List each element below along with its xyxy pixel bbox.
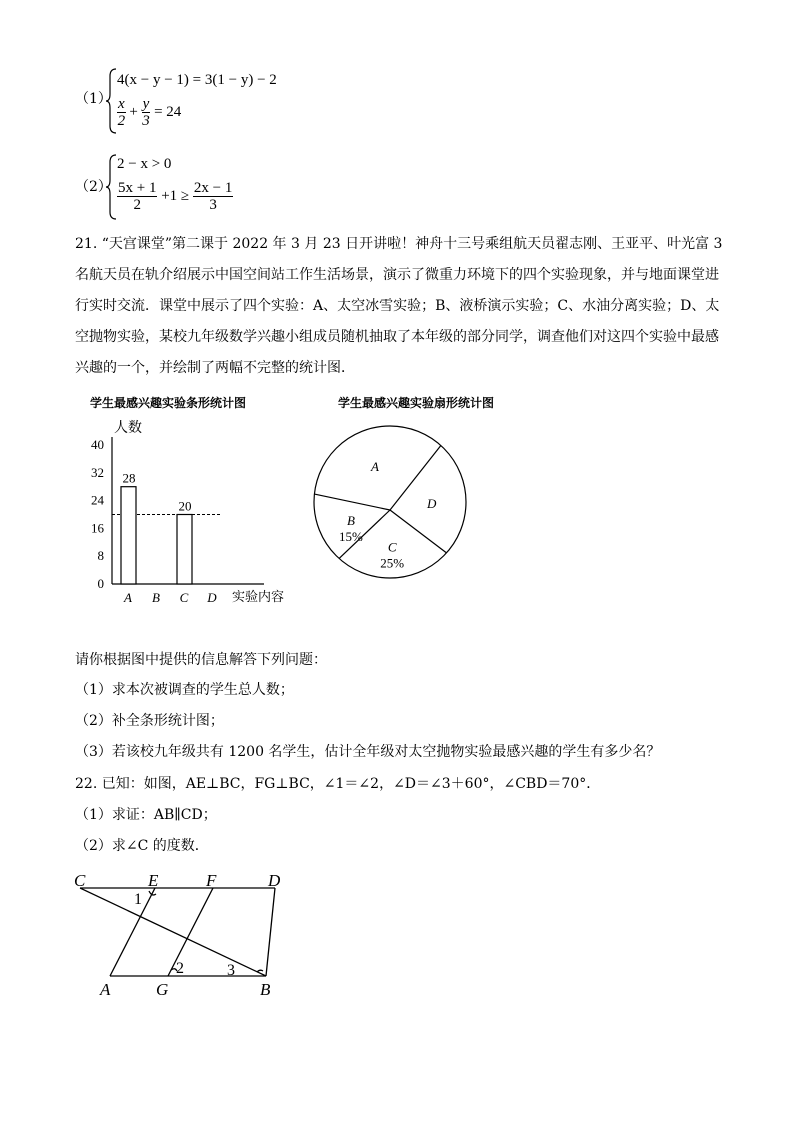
bar-C [177, 515, 192, 585]
p21-question-1: （1）求本次被调查的学生总人数； [75, 682, 294, 698]
label-F: F [206, 871, 217, 890]
p22-line-1: 22. 已知：如图，AE⊥BC，FG⊥BC，∠1＝∠2，∠D＝∠3＋60°，∠CBD＝70°． [75, 776, 601, 792]
bar-A [121, 487, 136, 584]
p22-line-3: （2）求∠C 的度数． [75, 838, 209, 854]
p21-line-4: 空抛物实验，某校九年级数学兴趣小组成员随机抽取了本年级的部分同学，调查他们对这四个实验中最感 [75, 329, 719, 345]
bar-ytick-label: 24 [91, 492, 104, 508]
label-E: E [148, 871, 159, 890]
p21-line-5: 兴趣的一个，并绘制了两幅不完整的统计图． [75, 360, 355, 376]
pie-chart [310, 418, 470, 588]
geometry-figure [70, 868, 300, 1003]
bar-category-B: B [152, 590, 160, 605]
p20-part2-ineq1: 2 − x > 0 [117, 156, 172, 172]
bar-category-A: A [124, 590, 132, 605]
label-B: B [260, 980, 271, 999]
bar-ytick-label: 8 [97, 548, 104, 564]
p20-part2-ineq2: $\frac{5x + 1}{2}$ +1 ≥ $\frac{2x - 1}{3}$ [118, 180, 233, 213]
p21-questions-intro: 请你根据图中提供的信息解答下列问题： [75, 652, 327, 668]
segment-CB [80, 888, 266, 976]
p20-part2-label: （2） [75, 179, 112, 195]
bar-value-label-A: 28 [122, 470, 136, 486]
bar-ytick-label: 0 [97, 576, 104, 591]
p21-line-2: 名航天员在轨介绍展示中国空间站工作生活场景，演示了微重力环境下的四个实验现象，并与地面课堂进 [75, 267, 719, 283]
bar-ytick-label: 32 [91, 464, 104, 480]
pie-slice-percent-C: 25% [380, 555, 405, 571]
p21-question-3: （3）若该校九年级共有 1200 名学生，估计全年级对太空抛物实验最感兴趣的学生有多少名？ [75, 744, 661, 760]
label-angle1: 1 [134, 891, 142, 908]
angle3-arc [257, 970, 263, 972]
label-D: D [268, 871, 281, 890]
segment-BD [266, 888, 275, 976]
pie-slice-label-B: B [346, 512, 355, 528]
pie-chart-title: 学生最感兴趣实验扇形统计图 [338, 396, 495, 410]
label-angle2: 2 [176, 960, 184, 977]
p20-part1-eq1: 4(x − y − 1) = 3(1 − y) − 2 [117, 72, 277, 88]
bar-category-D: D [207, 590, 217, 605]
bar-xlabel: 实验内容 [232, 589, 285, 604]
segment-FG [168, 888, 213, 976]
p22-line-2: （1）求证：AB∥CD； [75, 807, 217, 823]
bar-ytick-label: 40 [91, 437, 104, 452]
p21-line-1: 21. “天宫课堂”第二课于 2022 年 3 月 23 日开讲啦！神舟十三号乘组航天员翟志刚、王亚平、叶光富 3 [75, 236, 723, 252]
label-G: G [156, 980, 169, 999]
pie-slice-percent-B: 15% [339, 528, 363, 544]
bar-chart-title: 学生最感兴趣实验条形统计图 [90, 396, 247, 410]
p21-line-3: 行实时交流．课堂中展示了四个实验：A、太空冰雪实验；B、液桥演示实验；C、水油分离实验；D、太 [75, 298, 720, 314]
pie-slice-label-A: A [371, 458, 379, 474]
p20-part1-label: （1） [75, 91, 112, 107]
pie-slice-label-D: D [427, 495, 437, 511]
p21-question-2: （2）补全条形统计图； [75, 713, 224, 729]
label-angle3: 3 [227, 962, 235, 979]
bar-category-C: C [179, 590, 189, 605]
bar-ylabel: 人数 [114, 421, 142, 436]
label-A: A [100, 980, 111, 999]
bar-chart [80, 412, 295, 607]
label-C: C [74, 871, 86, 890]
bar-ytick-label: 16 [91, 520, 104, 536]
bar-value-label-C: 20 [178, 498, 192, 514]
segment-AE [110, 888, 155, 976]
p20-part1-eq2: $\frac{x}{2}$ + $\frac{y}{3}$ = 24 [117, 96, 182, 129]
pie-slice-label-C: C [387, 539, 397, 555]
